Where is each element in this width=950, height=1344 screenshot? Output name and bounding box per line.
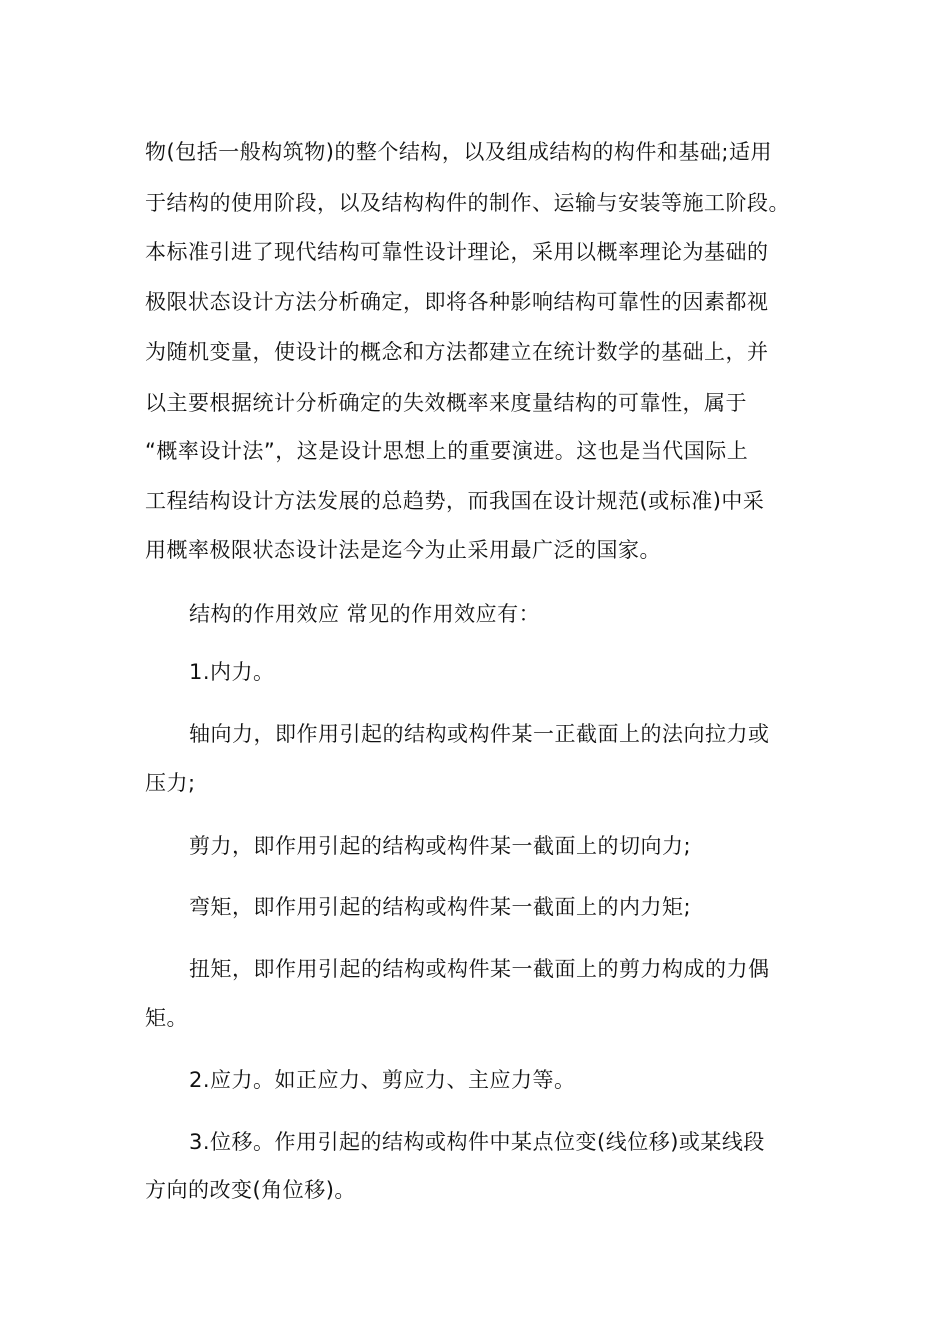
- section-heading-effects: 结构的作用效应 常见的作用效应有：: [189, 602, 541, 626]
- text-line-shear-force: 剪力，即作用引起的结构或构件某一截面上的切向力;: [189, 834, 692, 858]
- list-item-displacement-cont: 方向的改变(角位移)。: [145, 1178, 356, 1202]
- text-line-axial-force: 轴向力，即作用引起的结构或构件某一正截面上的法向拉力或: [189, 722, 770, 746]
- text-line-5: 为随机变量，使设计的概念和方法都建立在统计数学的基础上，并: [145, 340, 769, 364]
- text-line-2: 于结构的使用阶段，以及结构构件的制作、运输与安装等施工阶段。: [145, 191, 790, 215]
- list-item-stress: 2.应力。如正应力、剪应力、主应力等。: [189, 1068, 576, 1092]
- text-line-8: 工程结构设计方法发展的总趋势，而我国在设计规范(或标准)中采: [145, 489, 765, 513]
- text-line-bending-moment: 弯矩，即作用引起的结构或构件某一截面上的内力矩;: [189, 895, 692, 919]
- text-line-9: 用概率极限状态设计法是迄今为止采用最广泛的国家。: [145, 538, 661, 562]
- text-line-axial-force-cont: 压力;: [145, 771, 196, 795]
- text-line-3: 本标准引进了现代结构可靠性设计理论，采用以概率理论为基础的: [145, 240, 769, 264]
- text-line-torque-cont: 矩。: [145, 1006, 188, 1030]
- text-line-torque: 扭矩，即作用引起的结构或构件某一截面上的剪力构成的力偶: [189, 957, 770, 981]
- list-item-displacement: 3.位移。作用引起的结构或构件中某点位变(线位移)或某线段: [189, 1130, 765, 1154]
- list-item-internal-force: 1.内力。: [189, 660, 275, 684]
- text-line-4: 极限状态设计方法分析确定，即将各种影响结构可靠性的因素都视: [145, 290, 769, 314]
- text-line-6: 以主要根据统计分析确定的失效概率来度量结构的可靠性，属于: [145, 391, 747, 415]
- text-line-7: “概率设计法”，这是设计思想上的重要演进。这也是当代国际上: [145, 439, 749, 463]
- text-line-1: 物(包括一般构筑物)的整个结构，以及组成结构的构件和基础;适用: [145, 140, 772, 164]
